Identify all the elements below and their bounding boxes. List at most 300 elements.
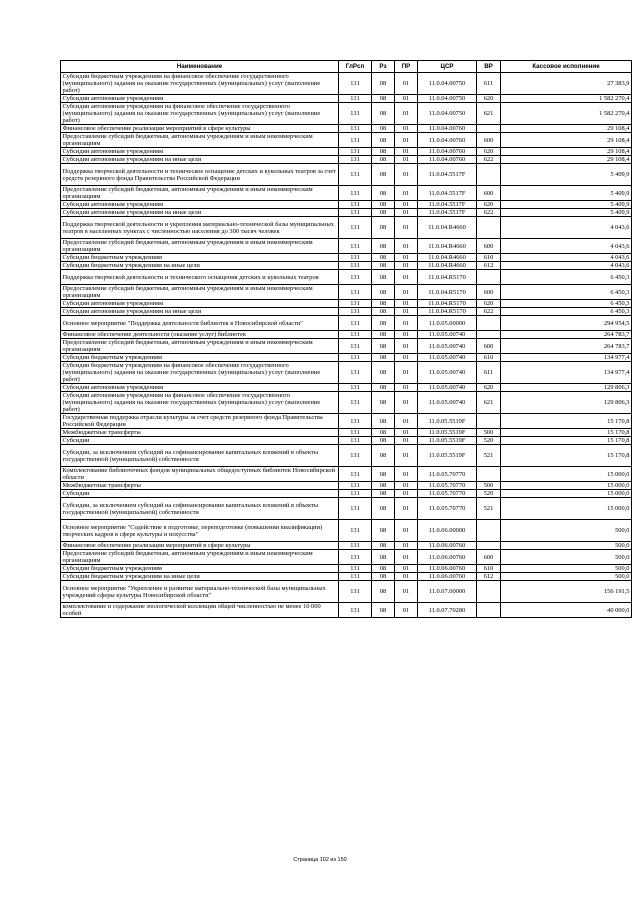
cell-pr: 01 xyxy=(395,125,418,133)
cell-csr: 11.0.05.00740 xyxy=(418,354,477,362)
cell-csr: 11.0.04.00750 xyxy=(418,103,477,125)
cell-csr: 11.0.04.00760 xyxy=(418,156,477,164)
cell-glrsp: 131 xyxy=(339,573,372,581)
cell-amount: 40 000,0 xyxy=(501,603,632,618)
cell-vr: 620 xyxy=(477,148,501,156)
cell-glrsp: 131 xyxy=(339,254,372,262)
cell-amount: 294 954,5 xyxy=(501,316,632,331)
table-row xyxy=(61,217,632,239)
cell-glrsp: 131 xyxy=(339,285,372,300)
cell-pr: 01 xyxy=(395,239,418,254)
cell-glrsp: 131 xyxy=(339,392,372,414)
cell-amount: 264 783,7 xyxy=(501,339,632,354)
cell-rz: 08 xyxy=(372,262,395,270)
cell-amount: 264 783,7 xyxy=(501,331,632,339)
cell-rz: 08 xyxy=(372,565,395,573)
cell-name: Субсидии автономным учреждениям на финансовое обеспечение государственного (муниципального) задания на оказание государственных (муниципальных) услуг (выполнение работ) xyxy=(61,103,339,125)
cell-name: Поддержка творческой деятельности и техническое оснащение детских и кукольных театров за счет средств резервного фонда Правительства Российской Федерации xyxy=(61,164,339,186)
cell-vr: 500 xyxy=(477,429,501,437)
cell-glrsp: 131 xyxy=(339,270,372,285)
table-row xyxy=(61,316,632,331)
cell-name: Субсидии бюджетным учреждениям на финансовое обеспечение государственного (муниципального) задания на оказание государственных (муниципальных) услуг (выполнение работ) xyxy=(61,73,339,95)
cell-csr: 11.0.05.00740 xyxy=(418,384,477,392)
cell-amount: 134 977,4 xyxy=(501,362,632,384)
table-row xyxy=(61,148,632,156)
cell-name: Предоставление субсидий бюджетным, автономным учреждениям и иным некоммерческим организациям xyxy=(61,339,339,354)
cell-vr xyxy=(477,125,501,133)
cell-rz: 08 xyxy=(372,148,395,156)
cell-glrsp: 131 xyxy=(339,133,372,148)
cell-pr: 01 xyxy=(395,186,418,201)
cell-csr: 11.0.06.00760 xyxy=(418,542,477,550)
cell-csr: 11.0.04.00760 xyxy=(418,148,477,156)
cell-amount: 129 806,3 xyxy=(501,384,632,392)
table-row xyxy=(61,565,632,573)
table-row xyxy=(61,467,632,482)
cell-name: Субсидии автономным учреждениям на иные цели xyxy=(61,156,339,164)
cell-name: Финансовое обеспечение реализации мероприятий в сфере культуры xyxy=(61,542,339,550)
cell-name: Основное мероприятие "Поддержка деятельности библиотек в Новосибирской области" xyxy=(61,316,339,331)
table-row xyxy=(61,186,632,201)
cell-pr: 01 xyxy=(395,148,418,156)
cell-amount: 4 043,6 xyxy=(501,262,632,270)
cell-amount: 15 000,0 xyxy=(501,490,632,498)
cell-pr: 01 xyxy=(395,209,418,217)
cell-pr: 01 xyxy=(395,414,418,429)
cell-vr: 622 xyxy=(477,209,501,217)
cell-amount: 1 582 270,4 xyxy=(501,103,632,125)
cell-glrsp: 131 xyxy=(339,520,372,542)
cell-rz: 08 xyxy=(372,482,395,490)
cell-rz: 08 xyxy=(372,362,395,384)
cell-pr: 01 xyxy=(395,103,418,125)
cell-amount: 15 170,8 xyxy=(501,445,632,467)
cell-name: Субсидии бюджетным учреждениям на иные цели xyxy=(61,573,339,581)
cell-rz: 08 xyxy=(372,209,395,217)
cell-vr xyxy=(477,467,501,482)
cell-name: Субсидии автономным учреждениям xyxy=(61,201,339,209)
cell-vr xyxy=(477,331,501,339)
cell-pr: 01 xyxy=(395,316,418,331)
cell-rz: 08 xyxy=(372,445,395,467)
cell-amount: 4 043,6 xyxy=(501,254,632,262)
cell-pr: 01 xyxy=(395,362,418,384)
cell-vr xyxy=(477,316,501,331)
cell-csr: 11.0.04.5517F xyxy=(418,209,477,217)
cell-rz: 08 xyxy=(372,217,395,239)
page-footer: Страница 102 из 150 xyxy=(293,857,347,863)
cell-vr: 520 xyxy=(477,437,501,445)
table-row xyxy=(61,520,632,542)
cell-csr: 11.0.05.00740 xyxy=(418,362,477,384)
cell-rz: 08 xyxy=(372,285,395,300)
cell-glrsp: 131 xyxy=(339,490,372,498)
table-row xyxy=(61,270,632,285)
cell-csr: 11.0.04.00760 xyxy=(418,125,477,133)
cell-csr: 11.0.07.00000 xyxy=(418,581,477,603)
cell-name: Субсидии автономным учреждениям xyxy=(61,148,339,156)
cell-vr: 621 xyxy=(477,103,501,125)
cell-name: Субсидии, за исключением субсидий на софинансирование капитальных вложений в объекты государственной (муниципальной) собственности xyxy=(61,445,339,467)
cell-name: Поддержка творческой деятельности и укрепления материально-технической базы муниципальных театров в населенных пунктах с численностью населения до 300 тысяч человек xyxy=(61,217,339,239)
cell-amount: 4 043,6 xyxy=(501,239,632,254)
cell-vr: 610 xyxy=(477,354,501,362)
cell-glrsp: 131 xyxy=(339,201,372,209)
table-row xyxy=(61,339,632,354)
cell-name: Субсидии, за исключением субсидий на софинансирование капитальных вложений в объекты государственной (муниципальной) собственности xyxy=(61,498,339,520)
cell-vr: 600 xyxy=(477,550,501,565)
cell-amount: 29 108,4 xyxy=(501,125,632,133)
table-body xyxy=(61,73,632,618)
table-row xyxy=(61,392,632,414)
cell-glrsp: 131 xyxy=(339,437,372,445)
cell-glrsp: 131 xyxy=(339,156,372,164)
cell-amount: 134 977,4 xyxy=(501,354,632,362)
cell-pr: 01 xyxy=(395,217,418,239)
header-rz: Рз xyxy=(372,61,395,73)
cell-amount: 15 000,0 xyxy=(501,467,632,482)
cell-vr: 521 xyxy=(477,445,501,467)
cell-csr: 11.0.05.00740 xyxy=(418,331,477,339)
cell-vr: 520 xyxy=(477,490,501,498)
cell-csr: 11.0.06.00760 xyxy=(418,565,477,573)
cell-pr: 01 xyxy=(395,354,418,362)
cell-glrsp: 131 xyxy=(339,316,372,331)
cell-rz: 08 xyxy=(372,581,395,603)
cell-pr: 01 xyxy=(395,445,418,467)
table-row xyxy=(61,362,632,384)
cell-csr: 11.0.06.00000 xyxy=(418,520,477,542)
cell-rz: 08 xyxy=(372,437,395,445)
header-vr: ВР xyxy=(477,61,501,73)
header-csr: ЦСР xyxy=(418,61,477,73)
cell-name: Субсидии xyxy=(61,490,339,498)
cell-pr: 01 xyxy=(395,254,418,262)
cell-vr: 622 xyxy=(477,308,501,316)
table-row xyxy=(61,103,632,125)
cell-pr: 01 xyxy=(395,285,418,300)
cell-csr: 11.0.04.5517F xyxy=(418,201,477,209)
cell-pr: 01 xyxy=(395,573,418,581)
table-row xyxy=(61,603,632,618)
cell-name: Субсидии автономным учреждениям xyxy=(61,384,339,392)
cell-rz: 08 xyxy=(372,392,395,414)
cell-csr: 11.0.05.5519F xyxy=(418,437,477,445)
cell-csr: 11.0.05.70770 xyxy=(418,467,477,482)
cell-amount: 27 383,9 xyxy=(501,73,632,95)
cell-pr: 01 xyxy=(395,339,418,354)
cell-pr: 01 xyxy=(395,520,418,542)
cell-amount: 500,0 xyxy=(501,550,632,565)
cell-name: Предоставление субсидий бюджетным, автономным учреждениям и иным некоммерческим организациям xyxy=(61,186,339,201)
cell-vr: 600 xyxy=(477,285,501,300)
cell-glrsp: 131 xyxy=(339,384,372,392)
cell-amount: 6 450,3 xyxy=(501,270,632,285)
header-glrsp: ГлРсп xyxy=(339,61,372,73)
cell-amount: 15 000,0 xyxy=(501,482,632,490)
cell-amount: 6 450,3 xyxy=(501,300,632,308)
cell-rz: 08 xyxy=(372,300,395,308)
cell-glrsp: 131 xyxy=(339,414,372,429)
cell-vr: 620 xyxy=(477,95,501,103)
cell-amount: 15 170,8 xyxy=(501,437,632,445)
cell-glrsp: 131 xyxy=(339,148,372,156)
cell-vr: 622 xyxy=(477,156,501,164)
cell-rz: 08 xyxy=(372,603,395,618)
cell-glrsp: 131 xyxy=(339,498,372,520)
cell-rz: 08 xyxy=(372,331,395,339)
cell-pr: 01 xyxy=(395,201,418,209)
cell-vr: 611 xyxy=(477,73,501,95)
cell-amount: 4 043,6 xyxy=(501,217,632,239)
cell-rz: 08 xyxy=(372,239,395,254)
cell-pr: 01 xyxy=(395,73,418,95)
cell-glrsp: 131 xyxy=(339,331,372,339)
cell-amount: 500,0 xyxy=(501,520,632,542)
cell-amount: 6 450,3 xyxy=(501,308,632,316)
cell-glrsp: 131 xyxy=(339,467,372,482)
cell-csr: 11.0.05.00740 xyxy=(418,339,477,354)
cell-pr: 01 xyxy=(395,437,418,445)
cell-vr: 620 xyxy=(477,300,501,308)
cell-csr: 11.0.06.00760 xyxy=(418,550,477,565)
cell-csr: 11.0.04.R4660 xyxy=(418,239,477,254)
cell-amount: 15 170,8 xyxy=(501,414,632,429)
cell-pr: 01 xyxy=(395,565,418,573)
cell-pr: 01 xyxy=(395,262,418,270)
cell-rz: 08 xyxy=(372,467,395,482)
cell-name: Субсидии бюджетным учреждениям xyxy=(61,354,339,362)
cell-csr: 11.0.04.R5170 xyxy=(418,270,477,285)
cell-glrsp: 131 xyxy=(339,186,372,201)
cell-amount: 15 170,8 xyxy=(501,429,632,437)
cell-csr: 11.0.04.00750 xyxy=(418,73,477,95)
cell-vr: 600 xyxy=(477,133,501,148)
cell-vr xyxy=(477,270,501,285)
table-row xyxy=(61,498,632,520)
cell-glrsp: 131 xyxy=(339,262,372,270)
cell-vr xyxy=(477,414,501,429)
table-row xyxy=(61,300,632,308)
cell-vr xyxy=(477,520,501,542)
table-header-row xyxy=(61,61,632,73)
cell-pr: 01 xyxy=(395,603,418,618)
cell-csr: 11.0.04.R4660 xyxy=(418,254,477,262)
cell-pr: 01 xyxy=(395,331,418,339)
cell-pr: 01 xyxy=(395,392,418,414)
cell-vr xyxy=(477,217,501,239)
cell-vr: 612 xyxy=(477,573,501,581)
cell-name: Комплектование библиотечных фондов муниципальных общедоступных библиотек Новосибирской области xyxy=(61,467,339,482)
cell-csr: 11.0.04.R5170 xyxy=(418,300,477,308)
table-row xyxy=(61,239,632,254)
cell-name: Субсидии автономным учреждениям на иные цели xyxy=(61,209,339,217)
cell-glrsp: 131 xyxy=(339,103,372,125)
cell-amount: 500,0 xyxy=(501,565,632,573)
cell-amount: 29 108,4 xyxy=(501,133,632,148)
cell-glrsp: 131 xyxy=(339,239,372,254)
cell-name: Субсидии бюджетным учреждениям на иные цели xyxy=(61,262,339,270)
table-row xyxy=(61,331,632,339)
cell-vr: 620 xyxy=(477,201,501,209)
budget-table xyxy=(60,60,632,618)
cell-glrsp: 131 xyxy=(339,542,372,550)
table-row xyxy=(61,254,632,262)
table-row xyxy=(61,164,632,186)
cell-name: комплектование и содержание зоологической коллекции общей численностью не менее 10 000 особей xyxy=(61,603,339,618)
header-amount: Кассовое исполнение xyxy=(501,61,632,73)
cell-name: Субсидии бюджетным учреждениям xyxy=(61,565,339,573)
cell-amount: 5 409,9 xyxy=(501,164,632,186)
cell-rz: 08 xyxy=(372,270,395,285)
cell-name: Межбюджетные трансферты xyxy=(61,429,339,437)
cell-name: Субсидии бюджетным учреждениям на финансовое обеспечение государственного (муниципального) задания на оказание государственных (муниципальных) услуг (выполнение работ) xyxy=(61,362,339,384)
table-row xyxy=(61,384,632,392)
cell-vr: 610 xyxy=(477,254,501,262)
cell-pr: 01 xyxy=(395,490,418,498)
cell-rz: 08 xyxy=(372,339,395,354)
cell-pr: 01 xyxy=(395,270,418,285)
cell-name: Государственная поддержка отрасли культуры за счет средств резервного фонда Правительства Российской Федерации xyxy=(61,414,339,429)
cell-pr: 01 xyxy=(395,133,418,148)
cell-rz: 08 xyxy=(372,73,395,95)
cell-vr xyxy=(477,581,501,603)
cell-csr: 11.0.04.R4660 xyxy=(418,217,477,239)
cell-amount: 500,0 xyxy=(501,573,632,581)
cell-rz: 08 xyxy=(372,550,395,565)
cell-rz: 08 xyxy=(372,573,395,581)
cell-glrsp: 131 xyxy=(339,550,372,565)
cell-name: Финансовое обеспечение деятельности (оказание услуг) библиотек xyxy=(61,331,339,339)
cell-csr: 11.0.05.70770 xyxy=(418,490,477,498)
cell-pr: 01 xyxy=(395,581,418,603)
cell-rz: 08 xyxy=(372,164,395,186)
cell-pr: 01 xyxy=(395,498,418,520)
cell-csr: 11.0.05.5519F xyxy=(418,429,477,437)
cell-name: Межбюджетные трансферты xyxy=(61,482,339,490)
cell-glrsp: 131 xyxy=(339,300,372,308)
cell-csr: 11.0.05.5519F xyxy=(418,414,477,429)
cell-name: Предоставление субсидий бюджетным, автономным учреждениям и иным некоммерческим организациям xyxy=(61,550,339,565)
cell-name: Основное мероприятие "Укрепление и развитие материально-технической базы муниципальных учреждений сферы культуры Новосибирской области" xyxy=(61,581,339,603)
cell-pr: 01 xyxy=(395,542,418,550)
cell-glrsp: 131 xyxy=(339,125,372,133)
cell-rz: 08 xyxy=(372,125,395,133)
table-row xyxy=(61,437,632,445)
cell-csr: 11.0.05.70770 xyxy=(418,482,477,490)
cell-vr: 621 xyxy=(477,392,501,414)
cell-csr: 11.0.04.R5170 xyxy=(418,285,477,300)
cell-amount: 29 108,4 xyxy=(501,148,632,156)
cell-name: Предоставление субсидий бюджетным, автономным учреждениям и иным некоммерческим организациям xyxy=(61,133,339,148)
cell-glrsp: 131 xyxy=(339,581,372,603)
cell-rz: 08 xyxy=(372,384,395,392)
cell-vr xyxy=(477,542,501,550)
cell-csr: 11.0.05.00000 xyxy=(418,316,477,331)
cell-rz: 08 xyxy=(372,156,395,164)
cell-csr: 11.0.05.70770 xyxy=(418,498,477,520)
cell-glrsp: 131 xyxy=(339,308,372,316)
cell-pr: 01 xyxy=(395,95,418,103)
cell-amount: 156 191,5 xyxy=(501,581,632,603)
cell-name: Субсидии автономным учреждениям на финансовое обеспечение государственного (муниципального) задания на оказание государственных (муниципальных) услуг (выполнение работ) xyxy=(61,392,339,414)
cell-name: Предоставление субсидий бюджетным, автономным учреждениям и иным некоммерческим организациям xyxy=(61,239,339,254)
cell-glrsp: 131 xyxy=(339,603,372,618)
cell-rz: 08 xyxy=(372,490,395,498)
cell-glrsp: 131 xyxy=(339,73,372,95)
cell-name: Предоставление субсидий бюджетным, автономным учреждениям и иным некоммерческим организациям xyxy=(61,285,339,300)
cell-vr: 620 xyxy=(477,384,501,392)
cell-vr: 600 xyxy=(477,339,501,354)
table-row xyxy=(61,581,632,603)
cell-rz: 08 xyxy=(372,354,395,362)
table-row xyxy=(61,429,632,437)
table-row xyxy=(61,201,632,209)
cell-name: Субсидии автономным учреждениям xyxy=(61,300,339,308)
table-row xyxy=(61,125,632,133)
cell-pr: 01 xyxy=(395,429,418,437)
cell-glrsp: 131 xyxy=(339,164,372,186)
cell-name: Субсидии бюджетным учреждениям xyxy=(61,254,339,262)
table-row xyxy=(61,209,632,217)
cell-csr: 11.0.05.5519F xyxy=(418,445,477,467)
cell-csr: 11.0.04.00760 xyxy=(418,133,477,148)
cell-rz: 08 xyxy=(372,414,395,429)
cell-csr: 11.0.04.5517F xyxy=(418,186,477,201)
cell-amount: 5 409,9 xyxy=(501,209,632,217)
cell-pr: 01 xyxy=(395,164,418,186)
cell-rz: 08 xyxy=(372,498,395,520)
cell-vr: 610 xyxy=(477,565,501,573)
cell-rz: 08 xyxy=(372,186,395,201)
cell-csr: 11.0.04.5517F xyxy=(418,164,477,186)
cell-name: Субсидии xyxy=(61,437,339,445)
cell-name: Поддержка творческой деятельности и технического оснащения детских и кукольных театров xyxy=(61,270,339,285)
table-row xyxy=(61,573,632,581)
cell-name: Финансовое обеспечение реализации мероприятий в сфере культуры xyxy=(61,125,339,133)
cell-rz: 08 xyxy=(372,542,395,550)
table-row xyxy=(61,95,632,103)
table-row xyxy=(61,285,632,300)
table-row xyxy=(61,308,632,316)
cell-vr: 612 xyxy=(477,262,501,270)
cell-vr: 611 xyxy=(477,362,501,384)
cell-vr: 600 xyxy=(477,239,501,254)
table-row xyxy=(61,550,632,565)
table-row xyxy=(61,156,632,164)
cell-amount: 500,0 xyxy=(501,542,632,550)
cell-vr xyxy=(477,164,501,186)
cell-rz: 08 xyxy=(372,429,395,437)
cell-rz: 08 xyxy=(372,308,395,316)
cell-pr: 01 xyxy=(395,156,418,164)
header-pr: ПР xyxy=(395,61,418,73)
cell-name: Основное мероприятие "Содействие в подготовке, переподготовке (повышении квалификации) творческих кадров в сфере культуры и искусства" xyxy=(61,520,339,542)
cell-csr: 11.0.06.00760 xyxy=(418,573,477,581)
cell-rz: 08 xyxy=(372,95,395,103)
cell-vr xyxy=(477,603,501,618)
table-row xyxy=(61,490,632,498)
cell-rz: 08 xyxy=(372,520,395,542)
table-row xyxy=(61,445,632,467)
cell-vr: 600 xyxy=(477,186,501,201)
cell-csr: 11.0.05.00740 xyxy=(418,392,477,414)
cell-glrsp: 131 xyxy=(339,354,372,362)
cell-csr: 11.0.04.00750 xyxy=(418,95,477,103)
cell-pr: 01 xyxy=(395,550,418,565)
cell-csr: 11.0.04.R5170 xyxy=(418,308,477,316)
cell-glrsp: 131 xyxy=(339,445,372,467)
